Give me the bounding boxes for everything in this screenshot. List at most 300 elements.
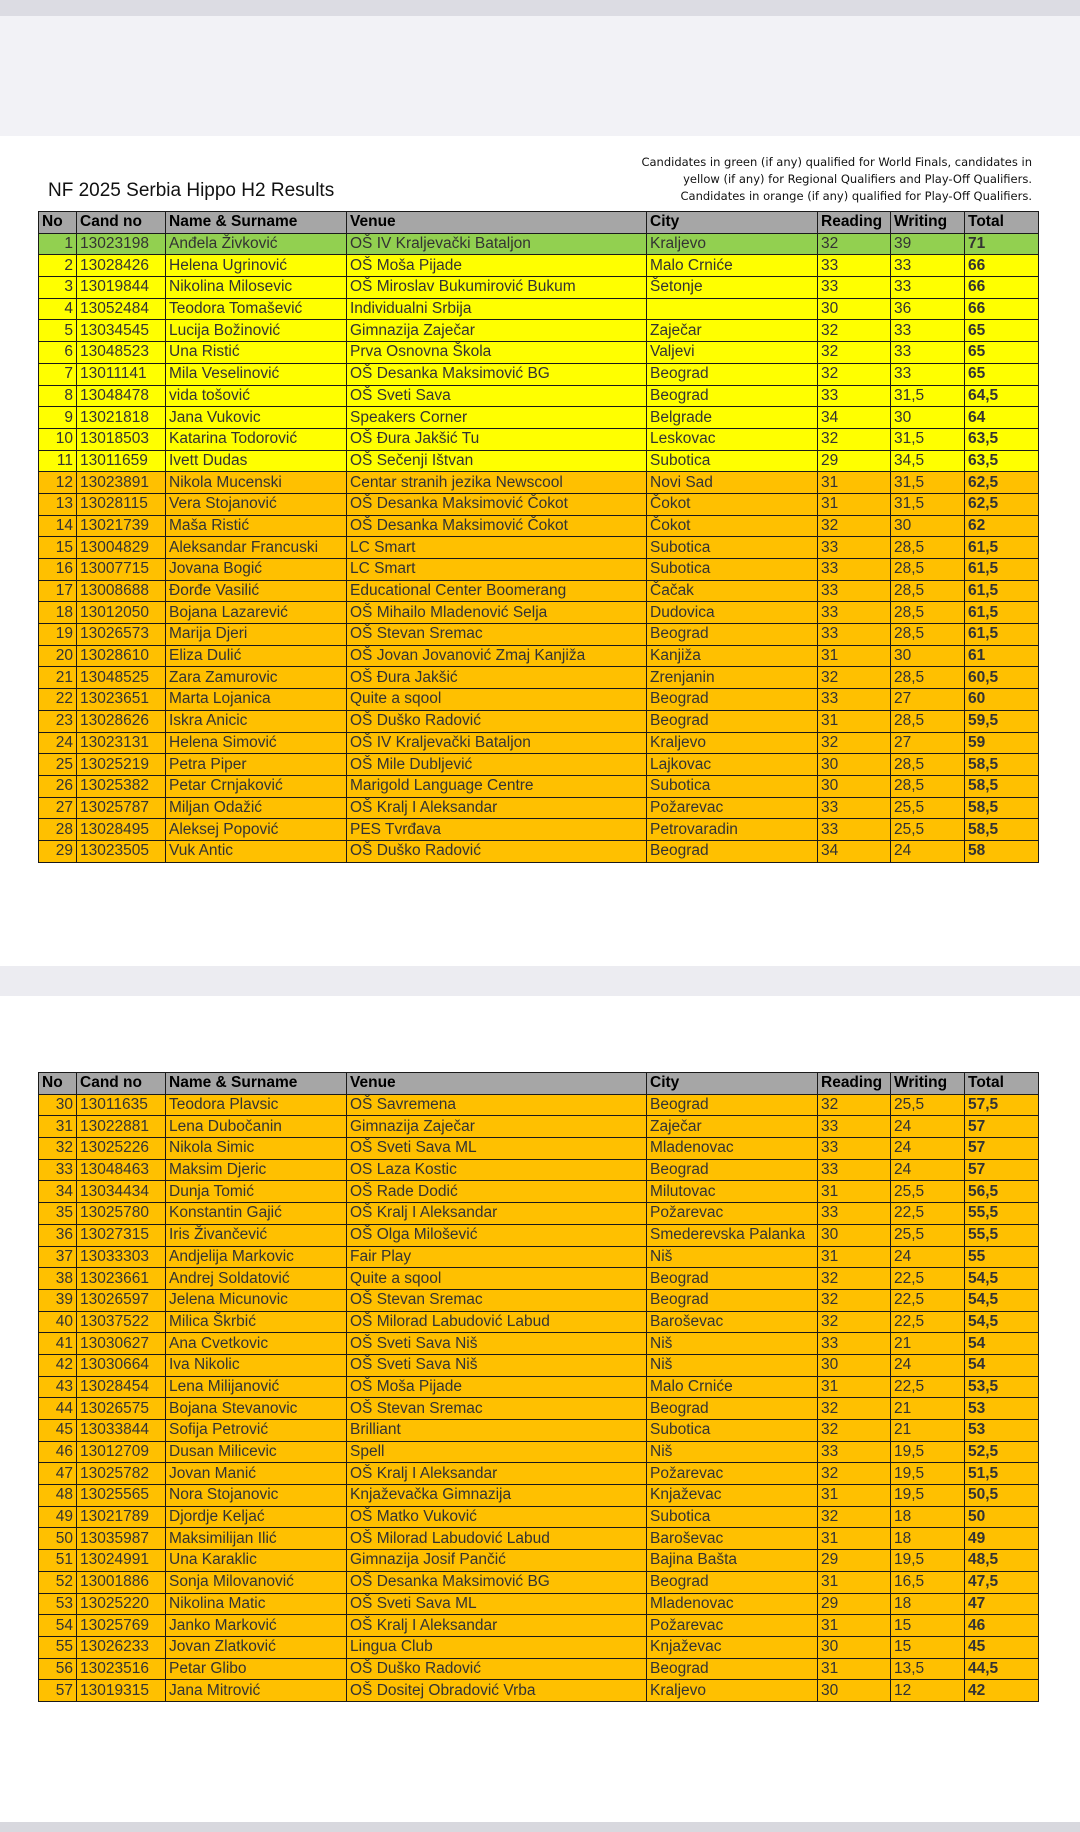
cell-no: 27: [39, 797, 77, 819]
cell-no: 46: [39, 1441, 77, 1463]
cell-venue: OŠ IV Kraljevački Bataljon: [347, 233, 647, 255]
cell-reading: 33: [818, 689, 891, 711]
cell-no: 51: [39, 1550, 77, 1572]
cell-name: Nikola Mucenski: [166, 472, 347, 494]
cell-no: 15: [39, 537, 77, 559]
cell-writing: 24: [891, 1246, 965, 1268]
cell-total: 61,5: [965, 580, 1039, 602]
cell-venue: OŠ Đura Jakšić: [347, 667, 647, 689]
cell-writing: 18: [891, 1506, 965, 1528]
cell-no: 54: [39, 1615, 77, 1637]
cell-name: Andrej Soldatović: [166, 1268, 347, 1290]
table-row: [39, 320, 1039, 342]
cell-reading: 31: [818, 710, 891, 732]
cell-writing: 21: [891, 1333, 965, 1355]
table-row: [39, 559, 1039, 581]
cell-venue: OŠ Mihailo Mladenović Selja: [347, 602, 647, 624]
cell-city: Baroševac: [647, 1528, 818, 1550]
cell-total: 42: [965, 1680, 1039, 1702]
cell-no: 10: [39, 428, 77, 450]
cell-city: Kraljevo: [647, 732, 818, 754]
cell-reading: 30: [818, 1636, 891, 1658]
cell-writing: 25,5: [891, 819, 965, 841]
cell-cand-no: 13012709: [77, 1441, 166, 1463]
table-row: [39, 1094, 1039, 1116]
cell-city: Knjaževac: [647, 1636, 818, 1658]
cell-writing: 28,5: [891, 754, 965, 776]
cell-city: Valjevi: [647, 342, 818, 364]
cell-total: 65: [965, 320, 1039, 342]
cell-total: 47,5: [965, 1571, 1039, 1593]
cell-city: Lajkovac: [647, 754, 818, 776]
cell-venue: OŠ Matko Vuković: [347, 1506, 647, 1528]
header-total: Total: [965, 212, 1039, 234]
cell-cand-no: 13025220: [77, 1593, 166, 1615]
cell-name: Iskra Anicic: [166, 710, 347, 732]
cell-no: 18: [39, 602, 77, 624]
cell-cand-no: 13025565: [77, 1485, 166, 1507]
cell-reading: 33: [818, 277, 891, 299]
cell-cand-no: 13025769: [77, 1615, 166, 1637]
cell-reading: 30: [818, 1680, 891, 1702]
cell-city: Bajina Bašta: [647, 1550, 818, 1572]
cell-total: 47: [965, 1593, 1039, 1615]
cell-total: 49: [965, 1528, 1039, 1550]
cell-cand-no: 13025782: [77, 1463, 166, 1485]
cell-city: Požarevac: [647, 1203, 818, 1225]
cell-name: Ana Cvetkovic: [166, 1333, 347, 1355]
table-body: [39, 1094, 1039, 1701]
cell-reading: 29: [818, 1550, 891, 1572]
cell-writing: 25,5: [891, 1224, 965, 1246]
cell-total: 58,5: [965, 754, 1039, 776]
cell-no: 57: [39, 1680, 77, 1702]
cell-total: 45: [965, 1636, 1039, 1658]
cell-no: 16: [39, 559, 77, 581]
cell-venue: Brilliant: [347, 1420, 647, 1442]
table-row: [39, 255, 1039, 277]
cell-venue: Gimnazija Josif Pančić: [347, 1550, 647, 1572]
cell-city: Beograd: [647, 689, 818, 711]
cell-reading: 33: [818, 1333, 891, 1355]
cell-no: 28: [39, 819, 77, 841]
cell-name: Sonja Milovanović: [166, 1571, 347, 1593]
cell-venue: Marigold Language Centre: [347, 775, 647, 797]
header-no: No: [39, 212, 77, 234]
cell-venue: Gimnazija Zaječar: [347, 320, 647, 342]
cell-writing: 22,5: [891, 1289, 965, 1311]
table-row: [39, 277, 1039, 299]
cell-venue: LC Smart: [347, 559, 647, 581]
cell-cand-no: 13012050: [77, 602, 166, 624]
cell-city: Smederevska Palanka: [647, 1224, 818, 1246]
table-row: [39, 1138, 1039, 1160]
cell-no: 5: [39, 320, 77, 342]
cell-writing: 25,5: [891, 1094, 965, 1116]
cell-reading: 32: [818, 1420, 891, 1442]
cell-reading: 31: [818, 1376, 891, 1398]
document-title: NF 2025 Serbia Hippo H2 Results: [48, 180, 335, 201]
cell-city: Knjaževac: [647, 1485, 818, 1507]
cell-cand-no: 13023198: [77, 233, 166, 255]
cell-total: 71: [965, 233, 1039, 255]
cell-name: Vera Stojanović: [166, 493, 347, 515]
table-row: [39, 450, 1039, 472]
cell-total: 66: [965, 255, 1039, 277]
cell-cand-no: 13030627: [77, 1333, 166, 1355]
cell-venue: OŠ Rade Dodić: [347, 1181, 647, 1203]
header-name: Name & Surname: [166, 1073, 347, 1095]
cell-total: 61,5: [965, 537, 1039, 559]
viewer-bottom-bar: [0, 1822, 1080, 1832]
table-row: [39, 1506, 1039, 1528]
cell-reading: 31: [818, 472, 891, 494]
cell-cand-no: 13030664: [77, 1354, 166, 1376]
cell-venue: OŠ Desanka Maksimović BG: [347, 1571, 647, 1593]
cell-no: 17: [39, 580, 77, 602]
cell-name: Petar Crnjaković: [166, 775, 347, 797]
cell-city: Subotica: [647, 1506, 818, 1528]
header-no: No: [39, 1073, 77, 1095]
cell-total: 54,5: [965, 1289, 1039, 1311]
cell-reading: 34: [818, 840, 891, 862]
cell-name: Mila Veselinović: [166, 363, 347, 385]
table-row: [39, 580, 1039, 602]
cell-city: Subotica: [647, 559, 818, 581]
cell-writing: 22,5: [891, 1376, 965, 1398]
cell-name: Nikolina Milosevic: [166, 277, 347, 299]
cell-cand-no: 13034434: [77, 1181, 166, 1203]
cell-writing: 24: [891, 1354, 965, 1376]
cell-total: 46: [965, 1615, 1039, 1637]
cell-cand-no: 13028115: [77, 493, 166, 515]
cell-venue: OŠ Stevan Sremac: [347, 1398, 647, 1420]
cell-writing: 36: [891, 298, 965, 320]
cell-no: 19: [39, 624, 77, 646]
table-body: [39, 233, 1039, 862]
table-row: [39, 1376, 1039, 1398]
cell-cand-no: 13037522: [77, 1311, 166, 1333]
cell-no: 49: [39, 1506, 77, 1528]
cell-venue: Speakers Corner: [347, 407, 647, 429]
cell-no: 1: [39, 233, 77, 255]
cell-writing: 22,5: [891, 1311, 965, 1333]
table-row: [39, 1615, 1039, 1637]
cell-venue: OŠ Duško Radović: [347, 1658, 647, 1680]
cell-name: Lucija Božinović: [166, 320, 347, 342]
cell-writing: 28,5: [891, 602, 965, 624]
cell-reading: 32: [818, 1289, 891, 1311]
table-row: [39, 602, 1039, 624]
cell-no: 9: [39, 407, 77, 429]
cell-total: 53,5: [965, 1376, 1039, 1398]
cell-venue: OŠ Desanka Maksimović Čokot: [347, 515, 647, 537]
cell-cand-no: 13023505: [77, 840, 166, 862]
cell-name: Petar Glibo: [166, 1658, 347, 1680]
cell-city: Subotica: [647, 1420, 818, 1442]
cell-total: 53: [965, 1420, 1039, 1442]
cell-city: Požarevac: [647, 797, 818, 819]
cell-name: Katarina Todorović: [166, 428, 347, 450]
cell-cand-no: 13048463: [77, 1159, 166, 1181]
cell-writing: 28,5: [891, 710, 965, 732]
cell-venue: OŠ Sveti Sava Niš: [347, 1354, 647, 1376]
cell-reading: 32: [818, 732, 891, 754]
cell-city: Niš: [647, 1354, 818, 1376]
cell-reading: 33: [818, 602, 891, 624]
cell-total: 51,5: [965, 1463, 1039, 1485]
cell-name: Sofija Petrović: [166, 1420, 347, 1442]
cell-name: Petra Piper: [166, 754, 347, 776]
cell-name: Dunja Tomić: [166, 1181, 347, 1203]
cell-cand-no: 13025382: [77, 775, 166, 797]
cell-city: Beograd: [647, 1268, 818, 1290]
cell-total: 61,5: [965, 602, 1039, 624]
cell-city: Mladenovac: [647, 1593, 818, 1615]
cell-cand-no: 13023891: [77, 472, 166, 494]
cell-writing: 27: [891, 732, 965, 754]
cell-no: 50: [39, 1528, 77, 1550]
cell-total: 60: [965, 689, 1039, 711]
header-venue: Venue: [347, 212, 647, 234]
cell-writing: 15: [891, 1615, 965, 1637]
results-table: [38, 1072, 1039, 1702]
cell-name: Janko Marković: [166, 1615, 347, 1637]
cell-reading: 33: [818, 559, 891, 581]
cell-reading: 31: [818, 1658, 891, 1680]
cell-cand-no: 13026575: [77, 1398, 166, 1420]
cell-city: Niš: [647, 1441, 818, 1463]
table-row: [39, 1268, 1039, 1290]
cell-city: Novi Sad: [647, 472, 818, 494]
cell-reading: 33: [818, 1203, 891, 1225]
table-row: [39, 1289, 1039, 1311]
cell-no: 41: [39, 1333, 77, 1355]
cell-reading: 32: [818, 233, 891, 255]
cell-total: 65: [965, 363, 1039, 385]
cell-city: Beograd: [647, 385, 818, 407]
cell-cand-no: 13028610: [77, 645, 166, 667]
table-row: [39, 1203, 1039, 1225]
cell-reading: 31: [818, 1246, 891, 1268]
cell-writing: 25,5: [891, 1181, 965, 1203]
cell-total: 58,5: [965, 797, 1039, 819]
cell-venue: OŠ Stevan Sremac: [347, 624, 647, 646]
cell-reading: 32: [818, 320, 891, 342]
cell-name: Jana Mitrović: [166, 1680, 347, 1702]
cell-city: [647, 298, 818, 320]
cell-venue: OŠ Moša Pijade: [347, 1376, 647, 1398]
cell-no: 56: [39, 1658, 77, 1680]
cell-reading: 32: [818, 342, 891, 364]
cell-reading: 31: [818, 1485, 891, 1507]
table-row: [39, 1398, 1039, 1420]
cell-writing: 30: [891, 407, 965, 429]
table-row: [39, 1181, 1039, 1203]
cell-city: Beograd: [647, 710, 818, 732]
cell-venue: Knjaževačka Gimnazija: [347, 1485, 647, 1507]
cell-cand-no: 13025787: [77, 797, 166, 819]
cell-total: 66: [965, 298, 1039, 320]
cell-writing: 22,5: [891, 1203, 965, 1225]
cell-writing: 15: [891, 1636, 965, 1658]
cell-writing: 18: [891, 1593, 965, 1615]
cell-reading: 33: [818, 1138, 891, 1160]
cell-cand-no: 13022881: [77, 1116, 166, 1138]
table-header-row: [39, 1073, 1039, 1095]
cell-venue: OŠ Desanka Maksimović Čokot: [347, 493, 647, 515]
cell-name: Bojana Stevanovic: [166, 1398, 347, 1420]
cell-city: Beograd: [647, 363, 818, 385]
cell-city: Malo Crniće: [647, 255, 818, 277]
table-row: [39, 667, 1039, 689]
cell-no: 39: [39, 1289, 77, 1311]
cell-cand-no: 13018503: [77, 428, 166, 450]
cell-writing: 24: [891, 1159, 965, 1181]
cell-no: 3: [39, 277, 77, 299]
cell-city: Beograd: [647, 624, 818, 646]
cell-name: Aleksandar Francuski: [166, 537, 347, 559]
cell-reading: 32: [818, 1463, 891, 1485]
cell-cand-no: 13011141: [77, 363, 166, 385]
cell-name: Iris Živančević: [166, 1224, 347, 1246]
cell-total: 64,5: [965, 385, 1039, 407]
cell-no: 12: [39, 472, 77, 494]
cell-writing: 31,5: [891, 385, 965, 407]
cell-reading: 33: [818, 385, 891, 407]
cell-city: Kraljevo: [647, 233, 818, 255]
cell-no: 47: [39, 1463, 77, 1485]
cell-total: 62: [965, 515, 1039, 537]
cell-writing: 33: [891, 277, 965, 299]
cell-cand-no: 13027315: [77, 1224, 166, 1246]
table-row: [39, 385, 1039, 407]
cell-writing: 28,5: [891, 537, 965, 559]
cell-city: Beograd: [647, 1159, 818, 1181]
cell-name: Teodora Plavsic: [166, 1094, 347, 1116]
header-cand-no: Cand no: [77, 212, 166, 234]
cell-venue: OŠ Milorad Labudović Labud: [347, 1528, 647, 1550]
cell-writing: 16,5: [891, 1571, 965, 1593]
table-row: [39, 472, 1039, 494]
cell-reading: 30: [818, 754, 891, 776]
cell-total: 54: [965, 1333, 1039, 1355]
table-row: [39, 1116, 1039, 1138]
cell-city: Šetonje: [647, 277, 818, 299]
cell-writing: 33: [891, 363, 965, 385]
cell-name: Maksimilijan Ilić: [166, 1528, 347, 1550]
cell-writing: 25,5: [891, 797, 965, 819]
cell-name: Ivett Dudas: [166, 450, 347, 472]
cell-city: Leskovac: [647, 428, 818, 450]
cell-reading: 31: [818, 1571, 891, 1593]
cell-total: 63,5: [965, 450, 1039, 472]
cell-no: 2: [39, 255, 77, 277]
cell-total: 66: [965, 277, 1039, 299]
table-row: [39, 819, 1039, 841]
cell-venue: OŠ Sveti Sava ML: [347, 1138, 647, 1160]
header-writing: Writing: [891, 1073, 965, 1095]
table-row: [39, 797, 1039, 819]
cell-no: 21: [39, 667, 77, 689]
cell-name: Maksim Djeric: [166, 1159, 347, 1181]
cell-total: 65: [965, 342, 1039, 364]
cell-total: 54,5: [965, 1268, 1039, 1290]
cell-no: 6: [39, 342, 77, 364]
table-row: [39, 493, 1039, 515]
page-separator: [0, 966, 1080, 996]
table-row: [39, 363, 1039, 385]
cell-cand-no: 13028454: [77, 1376, 166, 1398]
cell-reading: 32: [818, 428, 891, 450]
cell-total: 57: [965, 1159, 1039, 1181]
cell-name: Jovan Manić: [166, 1463, 347, 1485]
cell-writing: 31,5: [891, 428, 965, 450]
cell-venue: OŠ Kralj I Aleksandar: [347, 797, 647, 819]
cell-name: Lena Dubočanin: [166, 1116, 347, 1138]
cell-no: 25: [39, 754, 77, 776]
cell-cand-no: 13028495: [77, 819, 166, 841]
cell-name: Jovana Bogić: [166, 559, 347, 581]
cell-venue: Individualni Srbija: [347, 298, 647, 320]
cell-no: 37: [39, 1246, 77, 1268]
cell-name: Jana Vukovic: [166, 407, 347, 429]
cell-reading: 32: [818, 1506, 891, 1528]
cell-city: Zaječar: [647, 320, 818, 342]
cell-no: 36: [39, 1224, 77, 1246]
qualification-note: [562, 154, 1032, 205]
cell-city: Čačak: [647, 580, 818, 602]
cell-no: 22: [39, 689, 77, 711]
cell-venue: OŠ Olga Milošević: [347, 1224, 647, 1246]
cell-name: Helena Simović: [166, 732, 347, 754]
cell-writing: 28,5: [891, 775, 965, 797]
cell-reading: 32: [818, 1094, 891, 1116]
cell-venue: OŠ Kralj I Aleksandar: [347, 1203, 647, 1225]
cell-reading: 33: [818, 797, 891, 819]
cell-writing: 27: [891, 689, 965, 711]
cell-venue: OŠ Savremena: [347, 1094, 647, 1116]
cell-writing: 13,5: [891, 1658, 965, 1680]
cell-city: Čokot: [647, 515, 818, 537]
cell-total: 63,5: [965, 428, 1039, 450]
cell-name: Eliza Dulić: [166, 645, 347, 667]
cell-total: 54: [965, 1354, 1039, 1376]
cell-cand-no: 13019315: [77, 1680, 166, 1702]
cell-total: 61,5: [965, 624, 1039, 646]
cell-cand-no: 13026597: [77, 1289, 166, 1311]
header-city: City: [647, 212, 818, 234]
cell-name: Andjelija Markovic: [166, 1246, 347, 1268]
cell-reading: 31: [818, 1615, 891, 1637]
cell-city: Čokot: [647, 493, 818, 515]
cell-reading: 32: [818, 1311, 891, 1333]
table-header-row: [39, 212, 1039, 234]
cell-venue: Quite a sqool: [347, 689, 647, 711]
cell-name: Vuk Antic: [166, 840, 347, 862]
cell-name: Konstantin Gajić: [166, 1203, 347, 1225]
header-cand-no: Cand no: [77, 1073, 166, 1095]
cell-city: Niš: [647, 1333, 818, 1355]
table-row: [39, 298, 1039, 320]
cell-writing: 22,5: [891, 1268, 965, 1290]
cell-cand-no: 13034545: [77, 320, 166, 342]
cell-name: Helena Ugrinović: [166, 255, 347, 277]
cell-reading: 31: [818, 645, 891, 667]
cell-name: Anđela Živković: [166, 233, 347, 255]
cell-writing: 30: [891, 645, 965, 667]
table-row: [39, 840, 1039, 862]
